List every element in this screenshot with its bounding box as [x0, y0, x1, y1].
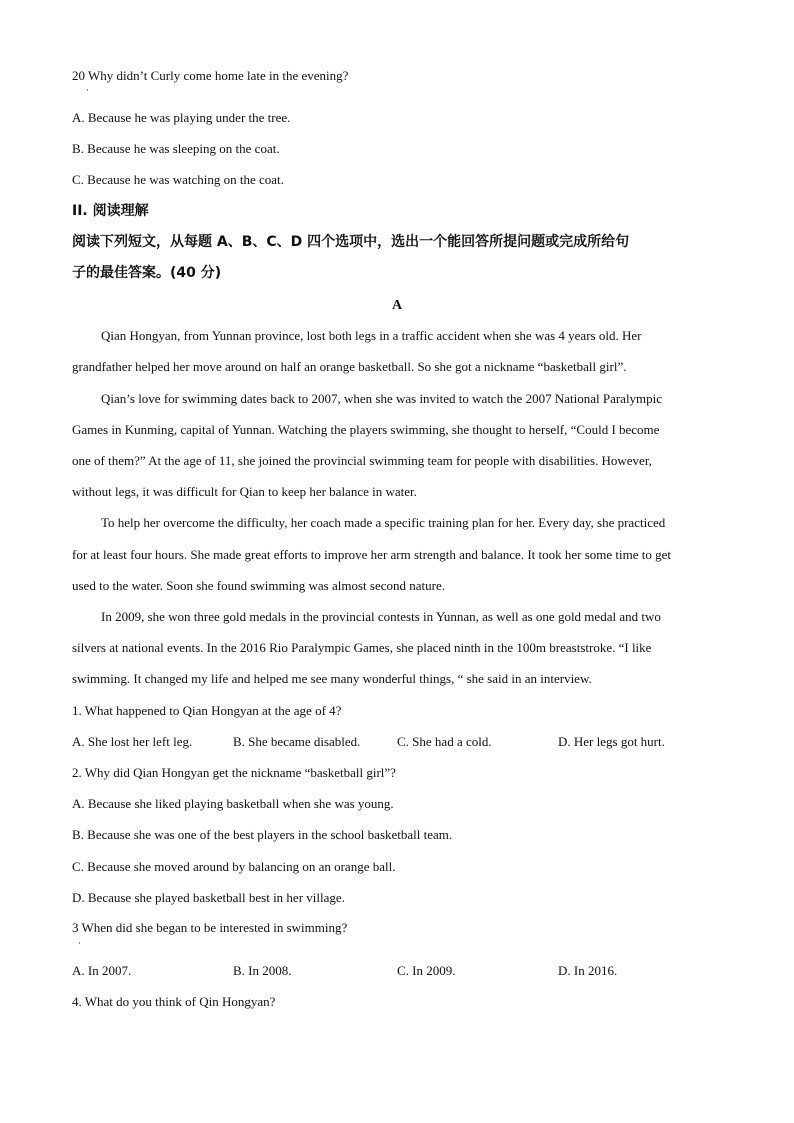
stray-dot: · — [86, 85, 89, 95]
passage-title: A — [391, 298, 403, 313]
q2-option-d: D. Because she played basketball best in her village. — [72, 890, 345, 905]
q2-option-c: C. Because she moved around by balancing on an orange ball. — [72, 859, 396, 874]
q1-option-c: C. She had a cold. — [397, 734, 492, 749]
stray-dot: · — [78, 938, 81, 948]
q4-stem: 4. What do you think of Qin Hongyan? — [72, 994, 276, 1009]
q2-stem: 2. Why did Qian Hongyan get the nickname “basketball girl”? — [72, 765, 396, 780]
section-instruction-line-2: 子的最佳答案。(40 分) — [72, 265, 222, 281]
q3-option-b: B. In 2008. — [233, 963, 292, 978]
q2-option-b: B. Because she was one of the best players in the school basketball team. — [72, 827, 453, 842]
q20-option-b: B. Because he was sleeping on the coat. — [72, 141, 280, 156]
passage-line: Qian Hongyan, from Yunnan province, lost both legs in a traffic accident when she was 4 years old. Her — [101, 328, 642, 343]
passage-line: used to the water. Soon she found swimming was almost second nature. — [72, 578, 445, 593]
q20-stem: 20 Why didn’t Curly come home late in the evening? — [72, 68, 349, 83]
passage-line: To help her overcome the difficulty, her coach made a specific training plan for her. Every day, she practiced — [101, 515, 666, 530]
q3-option-d: D. In 2016. — [558, 963, 618, 978]
passage-line: for at least four hours. She made great efforts to improve her arm strength and balance. It took her some time to get — [72, 547, 672, 562]
q3-stem: 3 When did she began to be interested in swimming? — [72, 920, 348, 935]
passage-line: In 2009, she won three gold medals in the provincial contests in Yunnan, as well as one gold medal and two — [101, 609, 661, 624]
q3-option-a: A. In 2007. — [72, 963, 132, 978]
passage-line: grandfather helped her move around on half an orange basketball. So she got a nickname “basketball girl”. — [72, 359, 627, 374]
q2-option-a: A. Because she liked playing basketball when she was young. — [72, 796, 394, 811]
section-heading: II. 阅读理解 — [72, 203, 149, 219]
passage-line: one of them?” At the age of 11, she joined the provincial swimming team for people with disabilities. However, — [72, 453, 652, 468]
passage-line: Games in Kunming, capital of Yunnan. Watching the players swimming, she thought to herself, “Could I become — [72, 422, 660, 437]
q1-option-b: B. She became disabled. — [233, 734, 361, 749]
passage-line: without legs, it was difficult for Qian to keep her balance in water. — [72, 484, 417, 499]
q20-option-a: A. Because he was playing under the tree. — [72, 110, 291, 125]
q3-option-c: C. In 2009. — [397, 963, 456, 978]
passage-line: Qian’s love for swimming dates back to 2007, when she was invited to watch the 2007 National Paralympic — [101, 391, 663, 406]
section-instruction-line-1: 阅读下列短文，从每题 A、B、C、D 四个选项中，选出一个能回答所提问题或完成所给句 — [72, 234, 630, 250]
q20-option-c: C. Because he was watching on the coat. — [72, 172, 284, 187]
q1-stem: 1. What happened to Qian Hongyan at the age of 4? — [72, 703, 342, 718]
passage-line: silvers at national events. In the 2016 Rio Paralympic Games, she placed ninth in the 100m breaststroke. “I like — [72, 640, 652, 655]
q1-option-d: D. Her legs got hurt. — [558, 734, 665, 749]
passage-line: swimming. It changed my life and helped me see many wonderful things, “ she said in an interview. — [72, 671, 592, 686]
q1-option-a: A. She lost her left leg. — [72, 734, 193, 749]
